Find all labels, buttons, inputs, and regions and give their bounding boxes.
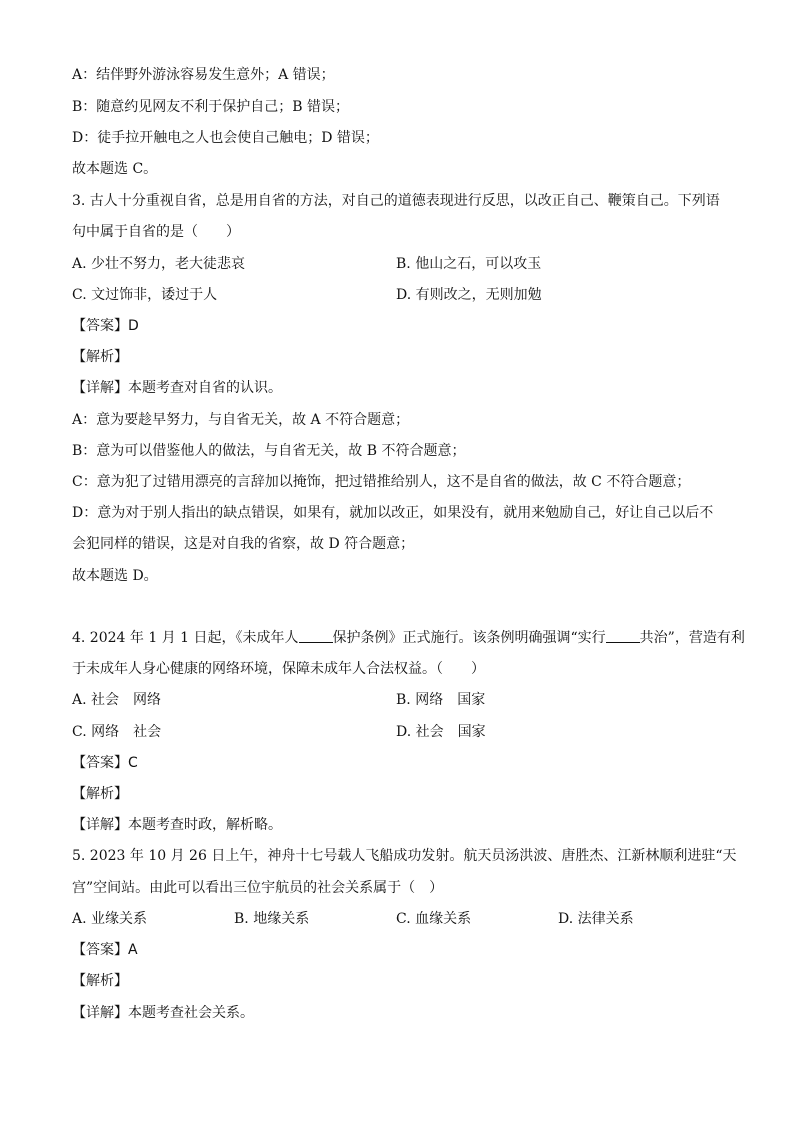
q5-stem-line2: 宫”空间站。由此可以看出三位宇航员的社会关系属于（ ） [72,880,444,896]
q3-option-d: D. 有则改之，无则加勉 [396,287,542,303]
q4-option-b: B. 网络 国家 [396,692,486,708]
q5-option-a: A. 业缘关系 [72,911,148,927]
q4-stem-line1 [72,628,745,648]
q5-stem-line1: 5. 2023 年 10 月 26 日上午，神舟十七号载人飞船成功发射。航天员汤洪波、唐胜杰、江新林顺利进驻“天 [72,848,737,864]
q4-answer: 【答案】C [72,755,138,771]
q3-detail: 【详解】本题考查对自省的认识。 [72,380,282,396]
q5-option-c: C. 血缘关系 [396,911,472,927]
q4-stem-part2: 保护条例》正式施行。该条例明确强调“实行 [332,630,606,646]
q3-stem-line2: 句中属于自省的是（ ） [72,224,240,240]
prev-explanation-line: D：徒手拉开触电之人也会使自己触电；D 错误； [72,130,379,146]
q3-explanation-d: D：意为对于别人指出的缺点错误，如果有，就加以改正，如果没有，就用来勉励自己，好让自己以后不 [72,505,714,521]
q4-stem-line2: 于未成年人身心健康的网络环境，保障未成年人合法权益。（ ） [72,661,485,677]
q4-detail: 【详解】本题考查时政，解析略。 [72,817,282,833]
q3-option-b: B. 他山之石，可以攻玉 [396,256,542,272]
q3-explanation-a: A：意为要趁早努力，与自省无关，故 A 不符合题意； [72,412,410,428]
q3-option-a: A. 少壮不努力，老大徒悲哀 [72,256,246,272]
q4-analysis-label: 【解析】 [72,786,128,802]
q3-explanation-b: B：意为可以借鉴他人的做法，与自省无关，故 B 不符合题意； [72,443,466,459]
q3-option-c: C. 文过饰非，诿过于人 [72,287,218,303]
q4-option-d: D. 社会 国家 [396,724,486,740]
q5-answer: 【答案】A [72,942,138,958]
q3-stem-line1: 3. 古人十分重视自省，总是用自省的方法，对自己的道德表现进行反思，以改正自己、鞭策自己。下列语 [72,193,720,209]
q3-explanation-d-cont: 会犯同样的错误，这是对自我的省察，故 D 符合题意； [72,536,415,552]
q4-stem-part3: 共治”，营造有利 [639,630,745,646]
q4-stem-part1: 4. 2024 年 1 月 1 日起，《未成年人 [72,630,299,646]
q5-analysis-label: 【解析】 [72,973,128,989]
q3-explanation-c: C：意为犯了过错用漂亮的言辞加以掩饰，把过错推给别人，这不是自省的做法，故 C 不符合题意； [72,474,691,490]
q5-detail: 【详解】本题考查社会关系。 [72,1005,254,1021]
q3-answer: 【答案】D [72,318,139,334]
prev-explanation-line: A：结伴野外游泳容易发生意外；A 错误； [72,67,335,83]
q5-option-b: B. 地缘关系 [234,911,310,927]
prev-conclusion: 故本题选 C。 [72,161,158,177]
q4-option-a: A. 社会 网络 [72,692,162,708]
fill-blank [299,628,333,643]
q4-option-c: C. 网络 社会 [72,724,162,740]
q3-conclusion: 故本题选 D。 [72,568,158,584]
q3-analysis-label: 【解析】 [72,349,128,365]
fill-blank [606,628,640,643]
q5-option-d: D. 法律关系 [558,911,634,927]
prev-explanation-line: B：随意约见网友不利于保护自己；B 错误； [72,99,350,115]
